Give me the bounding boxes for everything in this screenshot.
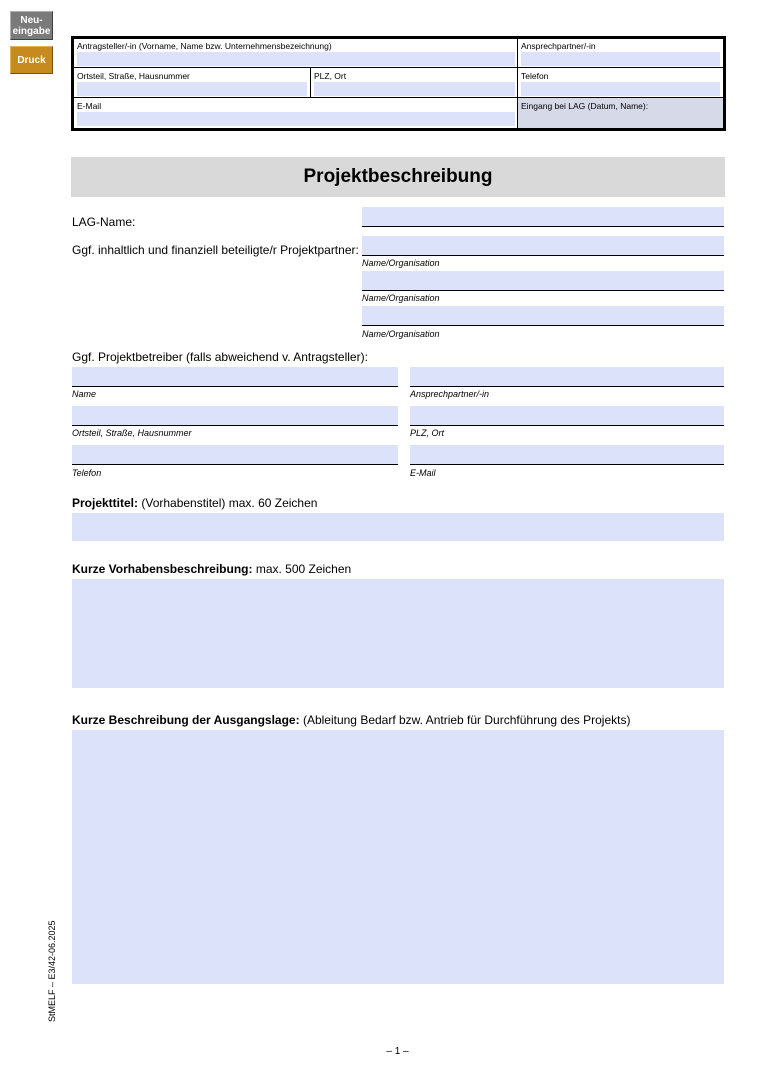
initial-situation-label-rest: (Ableitung Bedarf bzw. Antrieb für Durchführung des Projekts): [299, 713, 631, 727]
applicant-field[interactable]: [77, 52, 515, 66]
operator-street-underline: [72, 425, 398, 426]
operator-name-underline: [72, 386, 398, 387]
neueingabe-label-2: eingabe: [12, 25, 51, 37]
email-field[interactable]: [77, 112, 515, 126]
lag-name-field[interactable]: [362, 207, 724, 226]
lag-name-label: LAG-Name:: [72, 215, 136, 229]
operator-contact-caption: Ansprechpartner/-in: [410, 389, 490, 399]
email-label: E-Mail: [77, 101, 102, 111]
initial-situation-field[interactable]: [72, 730, 724, 984]
druck-label: Druck: [17, 54, 46, 66]
partner-caption-3: Name/Organisation: [362, 329, 440, 339]
contact-label: Ansprechpartner/-in: [521, 41, 596, 51]
street-field[interactable]: [77, 82, 307, 96]
project-title-field[interactable]: [72, 513, 724, 541]
form-code: StMELF – E3/42-06.2025: [47, 920, 57, 1022]
partner-underline-3: [362, 325, 724, 326]
street-label: Ortsteil, Straße, Hausnummer: [77, 71, 190, 81]
phone-field[interactable]: [521, 82, 720, 96]
partner-field-3[interactable]: [362, 306, 724, 325]
header-divider: [74, 67, 723, 68]
page-title: Projektbeschreibung: [303, 166, 493, 187]
operator-phone-field[interactable]: [72, 445, 398, 464]
operator-contact-underline: [410, 386, 724, 387]
partner-field-1[interactable]: [362, 236, 724, 255]
operator-street-field[interactable]: [72, 406, 398, 425]
short-desc-field[interactable]: [72, 579, 724, 688]
applicant-header-box: [71, 36, 726, 131]
partners-label: Ggf. inhaltlich und finanziell beteiligte/r Projektpartner:: [72, 243, 359, 257]
operator-email-field[interactable]: [410, 445, 724, 464]
operator-email-caption: E-Mail: [410, 468, 436, 478]
header-divider: [310, 67, 311, 97]
receipt-label: Eingang bei LAG (Datum, Name):: [521, 101, 649, 111]
initial-situation-label-bold: Kurze Beschreibung der Ausgangslage:: [72, 713, 300, 727]
project-title-label-bold: Projekttitel:: [72, 496, 139, 510]
operator-plz-caption: PLZ, Ort: [410, 428, 445, 438]
neueingabe-button[interactable]: [10, 11, 53, 40]
partner-underline-2: [362, 290, 724, 291]
plz-label: PLZ, Ort: [314, 71, 347, 81]
partner-caption-2: Name/Organisation: [362, 293, 440, 303]
operator-email-underline: [410, 464, 724, 465]
applicant-label: Antragsteller/-in (Vorname, Name bzw. Unternehmensbezeichnung): [77, 41, 332, 51]
operator-plz-underline: [410, 425, 724, 426]
initial-situation-label: [72, 713, 630, 727]
operator-plz-field[interactable]: [410, 406, 724, 425]
short-desc-label-bold: Kurze Vorhabensbeschreibung:: [72, 562, 253, 576]
project-title-label: [72, 496, 317, 510]
operator-label: Ggf. Projektbetreiber (falls abweichend v. Antragsteller):: [72, 350, 368, 364]
operator-phone-underline: [72, 464, 398, 465]
title-band: [71, 157, 725, 197]
contact-field[interactable]: [521, 52, 720, 66]
operator-street-caption: Ortsteil, Straße, Hausnummer: [72, 428, 192, 438]
partner-underline-1: [362, 255, 724, 256]
phone-label: Telefon: [521, 71, 549, 81]
druck-button[interactable]: [10, 46, 53, 74]
operator-name-caption: Name: [72, 389, 97, 399]
page-number: – 1 –: [386, 1046, 409, 1057]
plz-field[interactable]: [314, 82, 515, 96]
short-desc-label-rest: max. 500 Zeichen: [252, 562, 352, 576]
operator-phone-caption: Telefon: [72, 468, 102, 478]
partner-caption-1: Name/Organisation: [362, 258, 440, 268]
neueingabe-label-1: Neu-: [20, 14, 43, 26]
operator-name-field[interactable]: [72, 367, 398, 386]
lag-name-underline: [362, 226, 724, 227]
partner-field-2[interactable]: [362, 271, 724, 290]
short-desc-label: [72, 562, 351, 576]
operator-contact-field[interactable]: [410, 367, 724, 386]
project-title-label-rest: (Vorhabenstitel) max. 60 Zeichen: [138, 496, 318, 510]
